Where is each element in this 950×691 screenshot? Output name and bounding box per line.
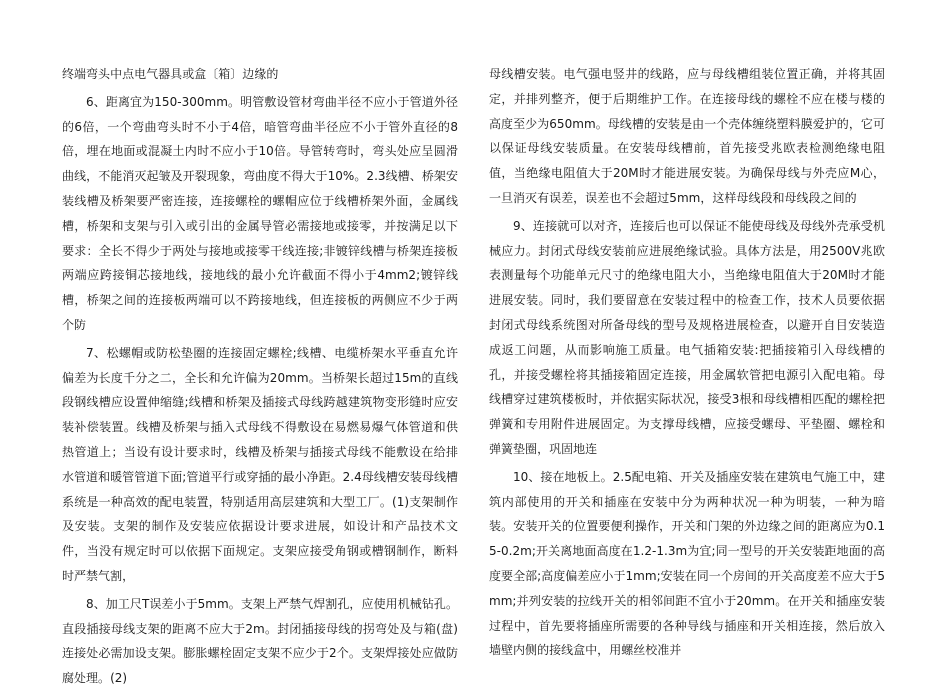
right-text-column — [489, 62, 885, 663]
left-text-column — [62, 62, 458, 691]
paragraph: 10、接在地板上。2.5配电箱、开关及插座安装在建筑电气施工中，建筑内部使用的开关和插座在安装中分为两种状况一种为明装，一种为暗装。安装开关的位置要便利操作，开关和门架的外边缘之间的距离应为0.15-0.2m;开关离地面高度在1.2-1.3m为宜;同一型号的开关安装距地面的高度要全部;高度偏差应小于1mm;安装在同一个房间的开关高度差不应大于5mm;并列安装的拉线开关的相邻间距不宜小于20mm。在开关和插座安装过程中，首先要将插座所需要的各种导线与插座和开关相连接，然后放入墙壁内侧的接线盒中，用螺丝校准并 — [489, 469, 885, 658]
paragraph: 母线槽安装。电气强电竖井的线路，应与母线槽组装位置正确，并将其固定，并排列整齐，便于后期维护工作。在连接母线的螺栓不应在楼与楼的高度至少为650mm。母线槽的安装是由一个壳体缠绕塑料膜爱护的，它可以保证母线安装质量。在安装母线槽前，首先接受兆欧表检测绝缘电阻值，当绝缘电阻值大于20M时才能进展安装。为确保母线与外壳应M心，一旦消灭有误差，误差也不会超过5mm，这样母线段和母线段之间的 — [489, 67, 885, 205]
paragraph: 9、连接就可以对齐，连接后也可以保证不能使母线及母线外壳承受机械应力。封闭式母线安装前应进展绝缘试验。具体方法是，用2500V兆欧表测量每个功能单元尺寸的绝缘电阻大小，当绝缘电阻值大于20M时才能进展安装。同时，我们要留意在安装过程中的检查工作，技术人员要依据封闭式母线系统图对所备母线的型号及规格进展检查，以避开自目安装造成返工问题，从而影响施工质量。电气插箱安装:把插接箱引入母线槽的孔，并接受螺栓将其插接箱固定连接，用金属软管把电源引入配电箱。母线槽穿过建筑楼板时，并依据实际状况，接受3根和母线槽相匹配的螺栓把弹簧和专用附件进展固定。为支撑母线槽，应接受螺母、平垫圈、螺栓和弹簧垫圈，巩固地连 — [489, 218, 885, 456]
paragraph: 7、松螺帽或防松垫圈的连接固定螺栓;线槽、电缆桥架水平垂直允许偏差为长度千分之二，全长和允许偏为20mm。当桥架长超过15m的直线段钢线槽应设置伸缩缝;线槽和桥架及插接式母线跨越建筑物变形缝时应安装补偿装置。线槽及桥架与插入式母线不得敷设在易燃易爆气体管道和供热管道上；当设有设计要求时，线槽及桥架与插接式母线不能敷设在给排水管道和暖管管道下面;管道平行或穿插的最小净距。2.4母线槽安装母线槽系统是一种高效的配电装置，特别适用高层建筑和大型工厂。(1)支架制作及安装。支架的制作及安装应依据设计要求进展，如设计和产品技术文件，当没有规定时可以依据下面规定。支架应接受角钢或槽钢制作，断料时严禁气割， — [62, 345, 458, 583]
paragraph: 终端弯头中点电气器具或盒〔箱〕边缘的 — [62, 67, 279, 81]
paragraph: 8、加工尺T误差小于5mm。支架上严禁气焊割孔，应使用机械钻孔。直段插接母线支架的距离不应大于2m。封闭插接母线的拐弯处及与箱(盘)连接处必需加设支架。膨胀螺栓固定支架不应少于2个。支架焊接处应做防腐处理。(2) — [62, 596, 458, 686]
paragraph: 6、距离宜为150-300mm。明管敷设管材弯曲半径不应小于管道外径的6倍，一个弯曲弯头时不小于4倍，暗管弯曲半径应不小于管外直径的8倍，埋在地面或混凝土内时不应小于10倍。导管转弯时，弯头处应呈圆滑曲线，不能消灭起皱及开裂现象，弯曲度不得大于10%。2.3线槽、桥架安装线槽及桥架要严密连接，连接螺栓的螺帽应位于线槽桥架外面，金属线槽，桥架和支架与引入或引出的金属导管必需接地或接零，并按满足以下要求：全长不得少于两处与接地或接零干线连接;非镀锌线槽与桥架连接板两端应跨接铜芯接地线，接地线的最小允许截面不得小于4mm2;镀锌线槽，桥架之间的连接板两端可以不跨接地线，但连接板的两侧应不少于两个防 — [62, 94, 458, 332]
